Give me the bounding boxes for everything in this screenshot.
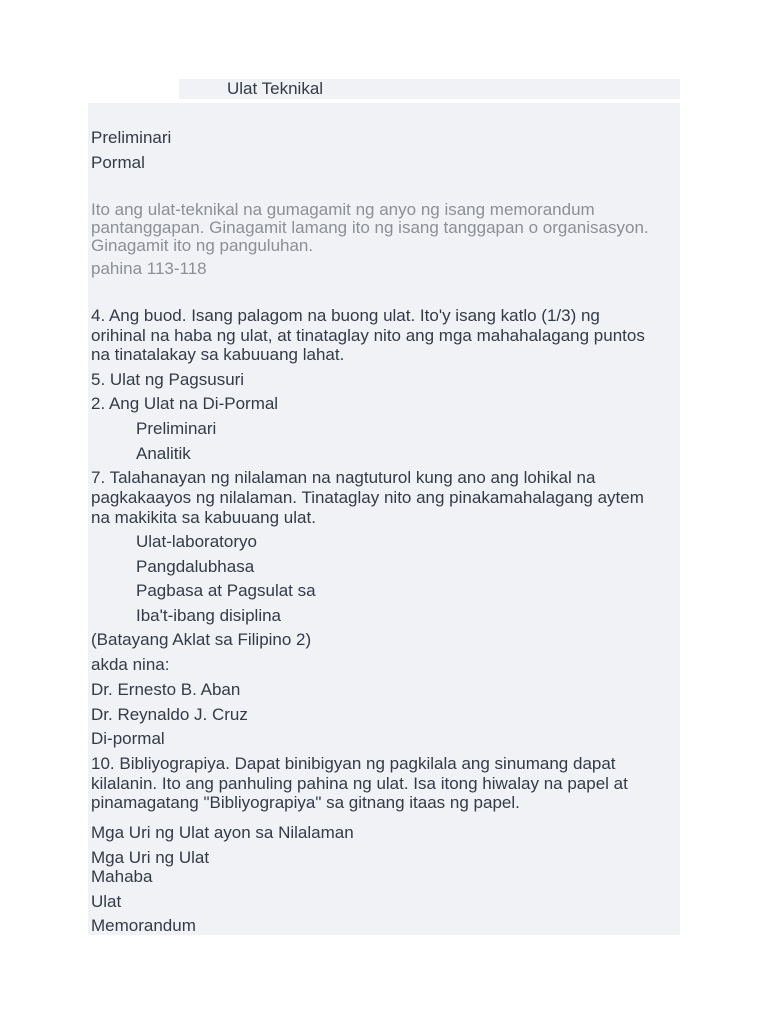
- sub-item: Ulat-laboratoryo: [136, 532, 257, 551]
- item-7-line: na makikita sa kabuuang ulat.: [91, 508, 316, 527]
- item-7-line: 7. Talahanayan ng nilalaman na nagtuturol kung ano ang lohikal na: [91, 468, 596, 487]
- text-line: Pormal: [91, 153, 145, 172]
- text-line: Preliminari: [91, 128, 172, 147]
- text-line: Ulat: [91, 892, 122, 911]
- text-line: Di-pormal: [91, 729, 165, 748]
- sub-item: Pagbasa at Pagsulat sa: [136, 581, 316, 600]
- title-bar: [179, 79, 680, 99]
- sub-item: Preliminari: [136, 419, 217, 438]
- page-reference: pahina 113-118: [91, 259, 207, 278]
- text-line: Memorandum: [91, 916, 196, 935]
- definition-line: Ginagamit ito ng panguluhan.: [91, 236, 314, 255]
- item-7-line: pagkakaayos ng nilalaman. Tinataglay nito ang pinakamahalagang aytem: [91, 488, 644, 507]
- item-2: 2. Ang Ulat na Di-Pormal: [91, 394, 279, 413]
- author-name: Dr. Reynaldo J. Cruz: [91, 705, 248, 724]
- text-line: Mga Uri ng Ulat ayon sa Nilalaman: [91, 823, 354, 842]
- item-4-line: 4. Ang buod. Isang palagom na buong ulat. Ito'y isang katlo (1/3) ng: [91, 306, 600, 325]
- sub-item: Pangdalubhasa: [136, 557, 255, 576]
- item-10-line: 10. Bibliyograpiya. Dapat binibigyan ng pagkilala ang sinumang dapat: [91, 754, 616, 773]
- item-4-line: orihinal na haba ng ulat, at tinataglay nito ang mga mahahalagang puntos: [91, 326, 645, 345]
- item-10-line: kilalanin. Ito ang panhuling pahina ng ulat. Isa itong hiwalay na papel at: [91, 774, 628, 793]
- definition-line: pantanggapan. Ginagamit lamang ito ng isang tanggapan o organisasyon.: [91, 218, 649, 237]
- sub-item: Iba't-ibang disiplina: [136, 606, 282, 625]
- text-line: Mga Uri ng Ulat: [91, 848, 210, 867]
- item-10-line: pinamagatang "Bibliyograpiya" sa gitnang itaas ng papel.: [91, 793, 520, 812]
- definition-line: Ito ang ulat-teknikal na gumagamit ng anyo ng isang memorandum: [91, 200, 595, 219]
- text-line: Mahaba: [91, 867, 153, 886]
- page-title: Ulat Teknikal: [227, 79, 324, 98]
- item-5: 5. Ulat ng Pagsusuri: [91, 370, 245, 389]
- sub-item: Analitik: [136, 444, 191, 463]
- authors-label: akda nina:: [91, 655, 170, 674]
- item-4-line: na tinatalakay sa kabuuang lahat.: [91, 345, 345, 364]
- author-name: Dr. Ernesto B. Aban: [91, 680, 241, 699]
- book-title: (Batayang Aklat sa Filipino 2): [91, 630, 312, 649]
